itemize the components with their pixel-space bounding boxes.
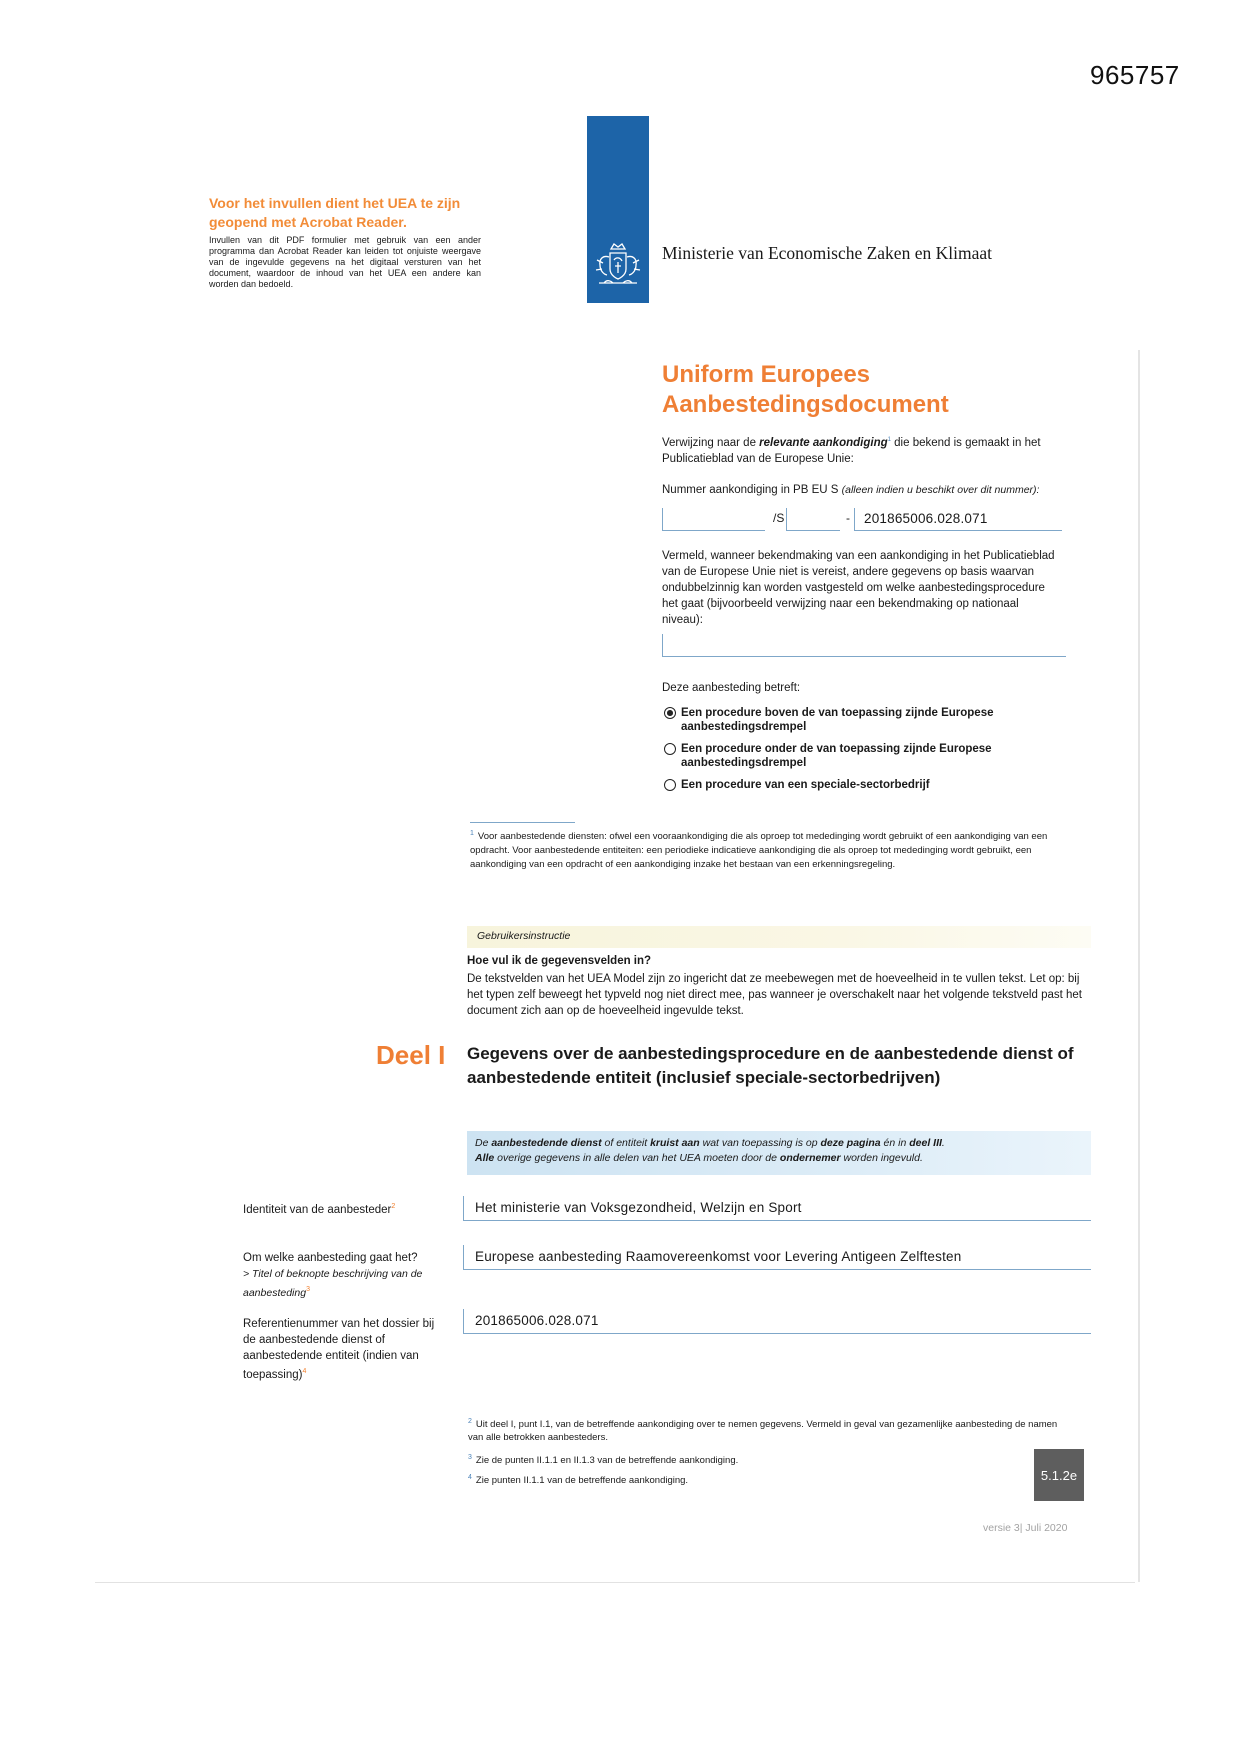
document-title-line-1: Uniform Europees (662, 361, 871, 388)
instruction-text: én in (880, 1137, 910, 1149)
ministry-name: Ministerie van Economische Zaken en Klimaat (662, 243, 992, 263)
instruction-text-bold: Alle (475, 1152, 495, 1164)
instruction-text-bold: deel III (909, 1137, 942, 1149)
procedure-option-special-sector[interactable] (664, 778, 1044, 792)
radio-selected-icon[interactable] (664, 707, 676, 719)
radio-unselected-icon[interactable] (664, 779, 676, 791)
instruction-text: of entiteit (601, 1137, 651, 1149)
national-publication-input[interactable] (662, 634, 1066, 657)
footnote-divider (470, 822, 575, 823)
reference-intro (662, 432, 1062, 467)
procedure-option-label: Een procedure van een speciale-sectorbedrijf (681, 779, 930, 791)
acrobat-warning (209, 194, 481, 290)
user-instruction-body: De tekstvelden van het UEA Model zijn zo ingericht dat ze meebewegen met de hoeveelheid in te vullen tekst. Let op: bij het typen zelf beweegt het typveld nog niet direct mee, pas wanneer je overschakelt naar het volgende tekstveld past het document zich aan op de hoeveelheid ingevulde tekst. (467, 973, 1082, 1017)
notice-number-part-1-input[interactable] (662, 508, 765, 531)
reference-intro-post: die bekend is gemaakt in het Publicatieblad van de Europese Unie: (662, 436, 1041, 465)
notice-number-label-text: Nummer aankondiging in PB EU S (662, 484, 842, 496)
notice-number-part-2-input[interactable] (786, 508, 840, 531)
footnote-2-text: Uit deel I, punt I.1, van de betreffende aankondiging over te nemen gegevens. Vermeld in geval van gezamenlijke aanbesteding de namen van alle betrokken aanbesteders. (468, 1419, 1058, 1444)
user-instruction-title: Hoe vul ik de gegevensvelden in? (467, 955, 652, 967)
footnote-2 (468, 1415, 1058, 1444)
instruction-text: wat van toepassing is op (699, 1137, 821, 1149)
document-title-line-2: Aanbestedingsdocument (662, 391, 949, 418)
part-label: Deel I (376, 1040, 446, 1070)
instruction-band-text (475, 1136, 1087, 1166)
notice-number-value: 201865006.028.071 (864, 511, 988, 526)
reference-intro-pre: Verwijzing naar de (662, 436, 760, 449)
instruction-text: De (475, 1137, 492, 1149)
part-title: Gegevens over de aanbestedingsprocedure en de aanbestedende dienst of aanbestedende entiteit (inclusief speciale-sectorbedrijven) (467, 1044, 1074, 1087)
field-footnote-mark: 3 (306, 1286, 310, 1293)
field-label-contracting-identity (243, 1199, 443, 1218)
notice-number-separator-dash: - (846, 511, 850, 525)
footnote-4-text: Zie punten II.1.1 van de betreffende aankondiging. (475, 1475, 689, 1487)
field-footnote-mark: 2 (391, 1203, 396, 1210)
instruction-text-bold: kruist aan (650, 1137, 700, 1149)
field-sublabel-text: > Titel of beknopte beschrijving van de aanbesteding (243, 1268, 423, 1299)
reference-intro-footnote-mark: 1 (887, 437, 891, 443)
instruction-text-bold: ondernemer (779, 1152, 841, 1164)
procurement-title-value: Europese aanbesteding Raamovereenkomst voor Levering Antigeen Zelftesten (475, 1249, 962, 1264)
notice-number-separator-s: /S (773, 511, 785, 525)
footnote-3 (468, 1451, 1028, 1467)
footnote-4 (468, 1471, 1028, 1487)
document-title (662, 360, 949, 420)
version-label: versie 3| Juli 2020 (983, 1522, 1068, 1534)
user-instruction-label: Gebruikersinstructie (477, 930, 571, 942)
footnote-4-number: 4 (468, 1474, 472, 1481)
contracting-identity-value: Het ministerie van Voksgezondheid, Welzijn en Sport (475, 1200, 802, 1215)
footnote-1 (470, 827, 1070, 872)
procedure-option-label: Een procedure boven de van toepassing zijnde Europese aanbestedingsdrempel (681, 707, 994, 733)
field-label-text: Referentienummer van het dossier bij de aanbestedende dienst of aanbestedende entiteit (indien van toepassing) (243, 1318, 435, 1381)
reference-number-value: 201865006.028.071 (475, 1313, 599, 1328)
procedure-type-label: Deze aanbesteding betreft: (662, 682, 801, 694)
field-footnote-mark: 4 (302, 1368, 307, 1375)
field-label-procurement-title (243, 1250, 443, 1301)
document-number: 965757 (1090, 60, 1180, 90)
coat-of-arms-icon (591, 241, 645, 293)
field-label-reference-number (243, 1316, 443, 1383)
page-edge-shadow (1138, 350, 1140, 1582)
reference-intro-emphasis: relevante aankondiging (759, 436, 888, 449)
acrobat-warning-title: Voor het invullen dient het UEA te zijn geopend met Acrobat Reader. (209, 195, 461, 230)
field-label-text: Om welke aanbesteding gaat het? (243, 1252, 418, 1264)
procedure-option-above-threshold[interactable] (664, 706, 1044, 734)
procedure-option-label: Een procedure onder de van toepassing zijnde Europese aanbestedingsdrempel (681, 743, 992, 769)
input-border-tick (662, 508, 663, 530)
radio-unselected-icon[interactable] (664, 743, 676, 755)
footnote-1-number: 1 (470, 830, 474, 837)
footnote-2-number: 2 (468, 1418, 472, 1425)
instruction-text-bold: aanbestedende dienst (491, 1137, 602, 1149)
redaction-code-badge: 5.1.2e (1034, 1449, 1084, 1501)
footnote-3-number: 3 (468, 1454, 472, 1461)
acrobat-warning-body: Invullen van dit PDF formulier met gebruik van een ander programma dan Acrobat Reader kan leiden tot onjuiste weergave van de ingevulde gegevens na het digitaal versturen van het document, waardoor de inhoud van het UEA een andere kan worden dan bedoeld. (209, 235, 481, 289)
notice-number-hint: (alleen indien u beschikt over dit nummer): (841, 484, 1040, 496)
footnote-1-text: Voor aanbestedende diensten: ofwel een vooraankondiging die als oproep tot mededinging wordt gebruikt of een aankondiging van een opdracht. Voor aanbestedende entiteiten: een periodieke indicatieve aankondiging die als oproep tot mededinging wordt gebruikt, een aankondiging van een opdracht of een aankondiging inzake het bestaan van een erkenningsregeling. (470, 831, 1048, 871)
instruction-text-bold: deze pagina (820, 1137, 881, 1149)
instruction-text: overige gegevens in alle delen van het UEA moeten door de (494, 1152, 780, 1164)
instruction-text: worden ingevuld. (840, 1152, 923, 1164)
instruction-text: . (941, 1137, 945, 1149)
non-publication-instruction: Vermeld, wanneer bekendmaking van een aankondiging in het Publicatieblad van de Europese Unie niet is vereist, andere gegevens op basis waarvan ondubbelzinnig kan worden vastgesteld om welke aanbestedingsprocedure het gaat (bijvoorbeeld verwijzing naar een bekendmaking op nationaal niveau): (662, 550, 1055, 626)
footnote-3-text: Zie de punten II.1.1 en II.1.3 van de betreffende aankondiging. (475, 1455, 739, 1467)
notice-number-label (662, 482, 1082, 498)
procedure-option-below-threshold[interactable] (664, 742, 1044, 770)
input-border-tick (662, 634, 663, 656)
field-label-text: Identiteit van de aanbesteder (243, 1203, 392, 1216)
